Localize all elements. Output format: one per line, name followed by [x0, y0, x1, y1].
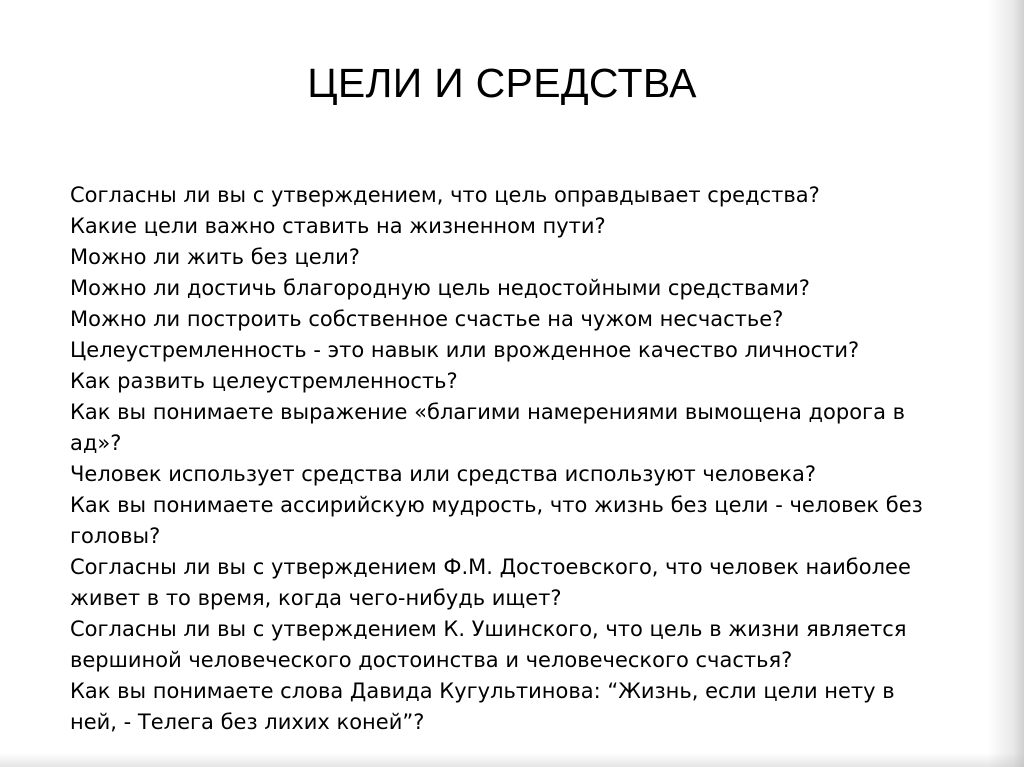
question-item: Какие цели важно ставить на жизненном пути? — [70, 214, 606, 238]
slide-edge-shadow-bottom — [0, 753, 1024, 767]
question-item: Согласны ли вы с утверждением Ф.М. Достоевского, что человек наиболее живет в то время, когда чего-нибудь ищет? — [70, 555, 911, 610]
slide-title: ЦЕЛИ И СРЕДСТВА — [307, 60, 697, 106]
question-item: Целеустремленность - это навык или врожденное качество личности? — [70, 338, 860, 362]
question-item: Как вы понимаете выражение «благими намерениями вымощена дорога в ад»? — [70, 400, 905, 455]
question-item: Как развить целеустремленность? — [70, 369, 458, 393]
question-item: Можно ли жить без цели? — [70, 245, 360, 269]
question-item: Согласны ли вы с утверждением К. Ушинского, что цель в жизни является вершиной человеческого достоинства и человеческого счастья? — [70, 617, 907, 672]
question-item: Можно ли достичь благородную цель недостойными средствами? — [70, 276, 810, 300]
question-item: Можно ли построить собственное счастье на чужом несчастье? — [70, 307, 784, 331]
question-item: Человек использует средства или средства используют человека? — [70, 462, 817, 486]
question-item: Согласны ли вы с утверждением, что цель оправдывает средства? — [70, 183, 820, 207]
question-item: Как вы понимаете слова Давида Кугультинова: “Жизнь, если цели нету в ней, - Телега без лихих коней”? — [70, 679, 895, 734]
question-item: Как вы понимаете ассирийскую мудрость, что жизнь без цели - человек без головы? — [70, 493, 923, 548]
slide-edge-shadow-right — [988, 0, 1024, 767]
question-list — [70, 180, 940, 738]
